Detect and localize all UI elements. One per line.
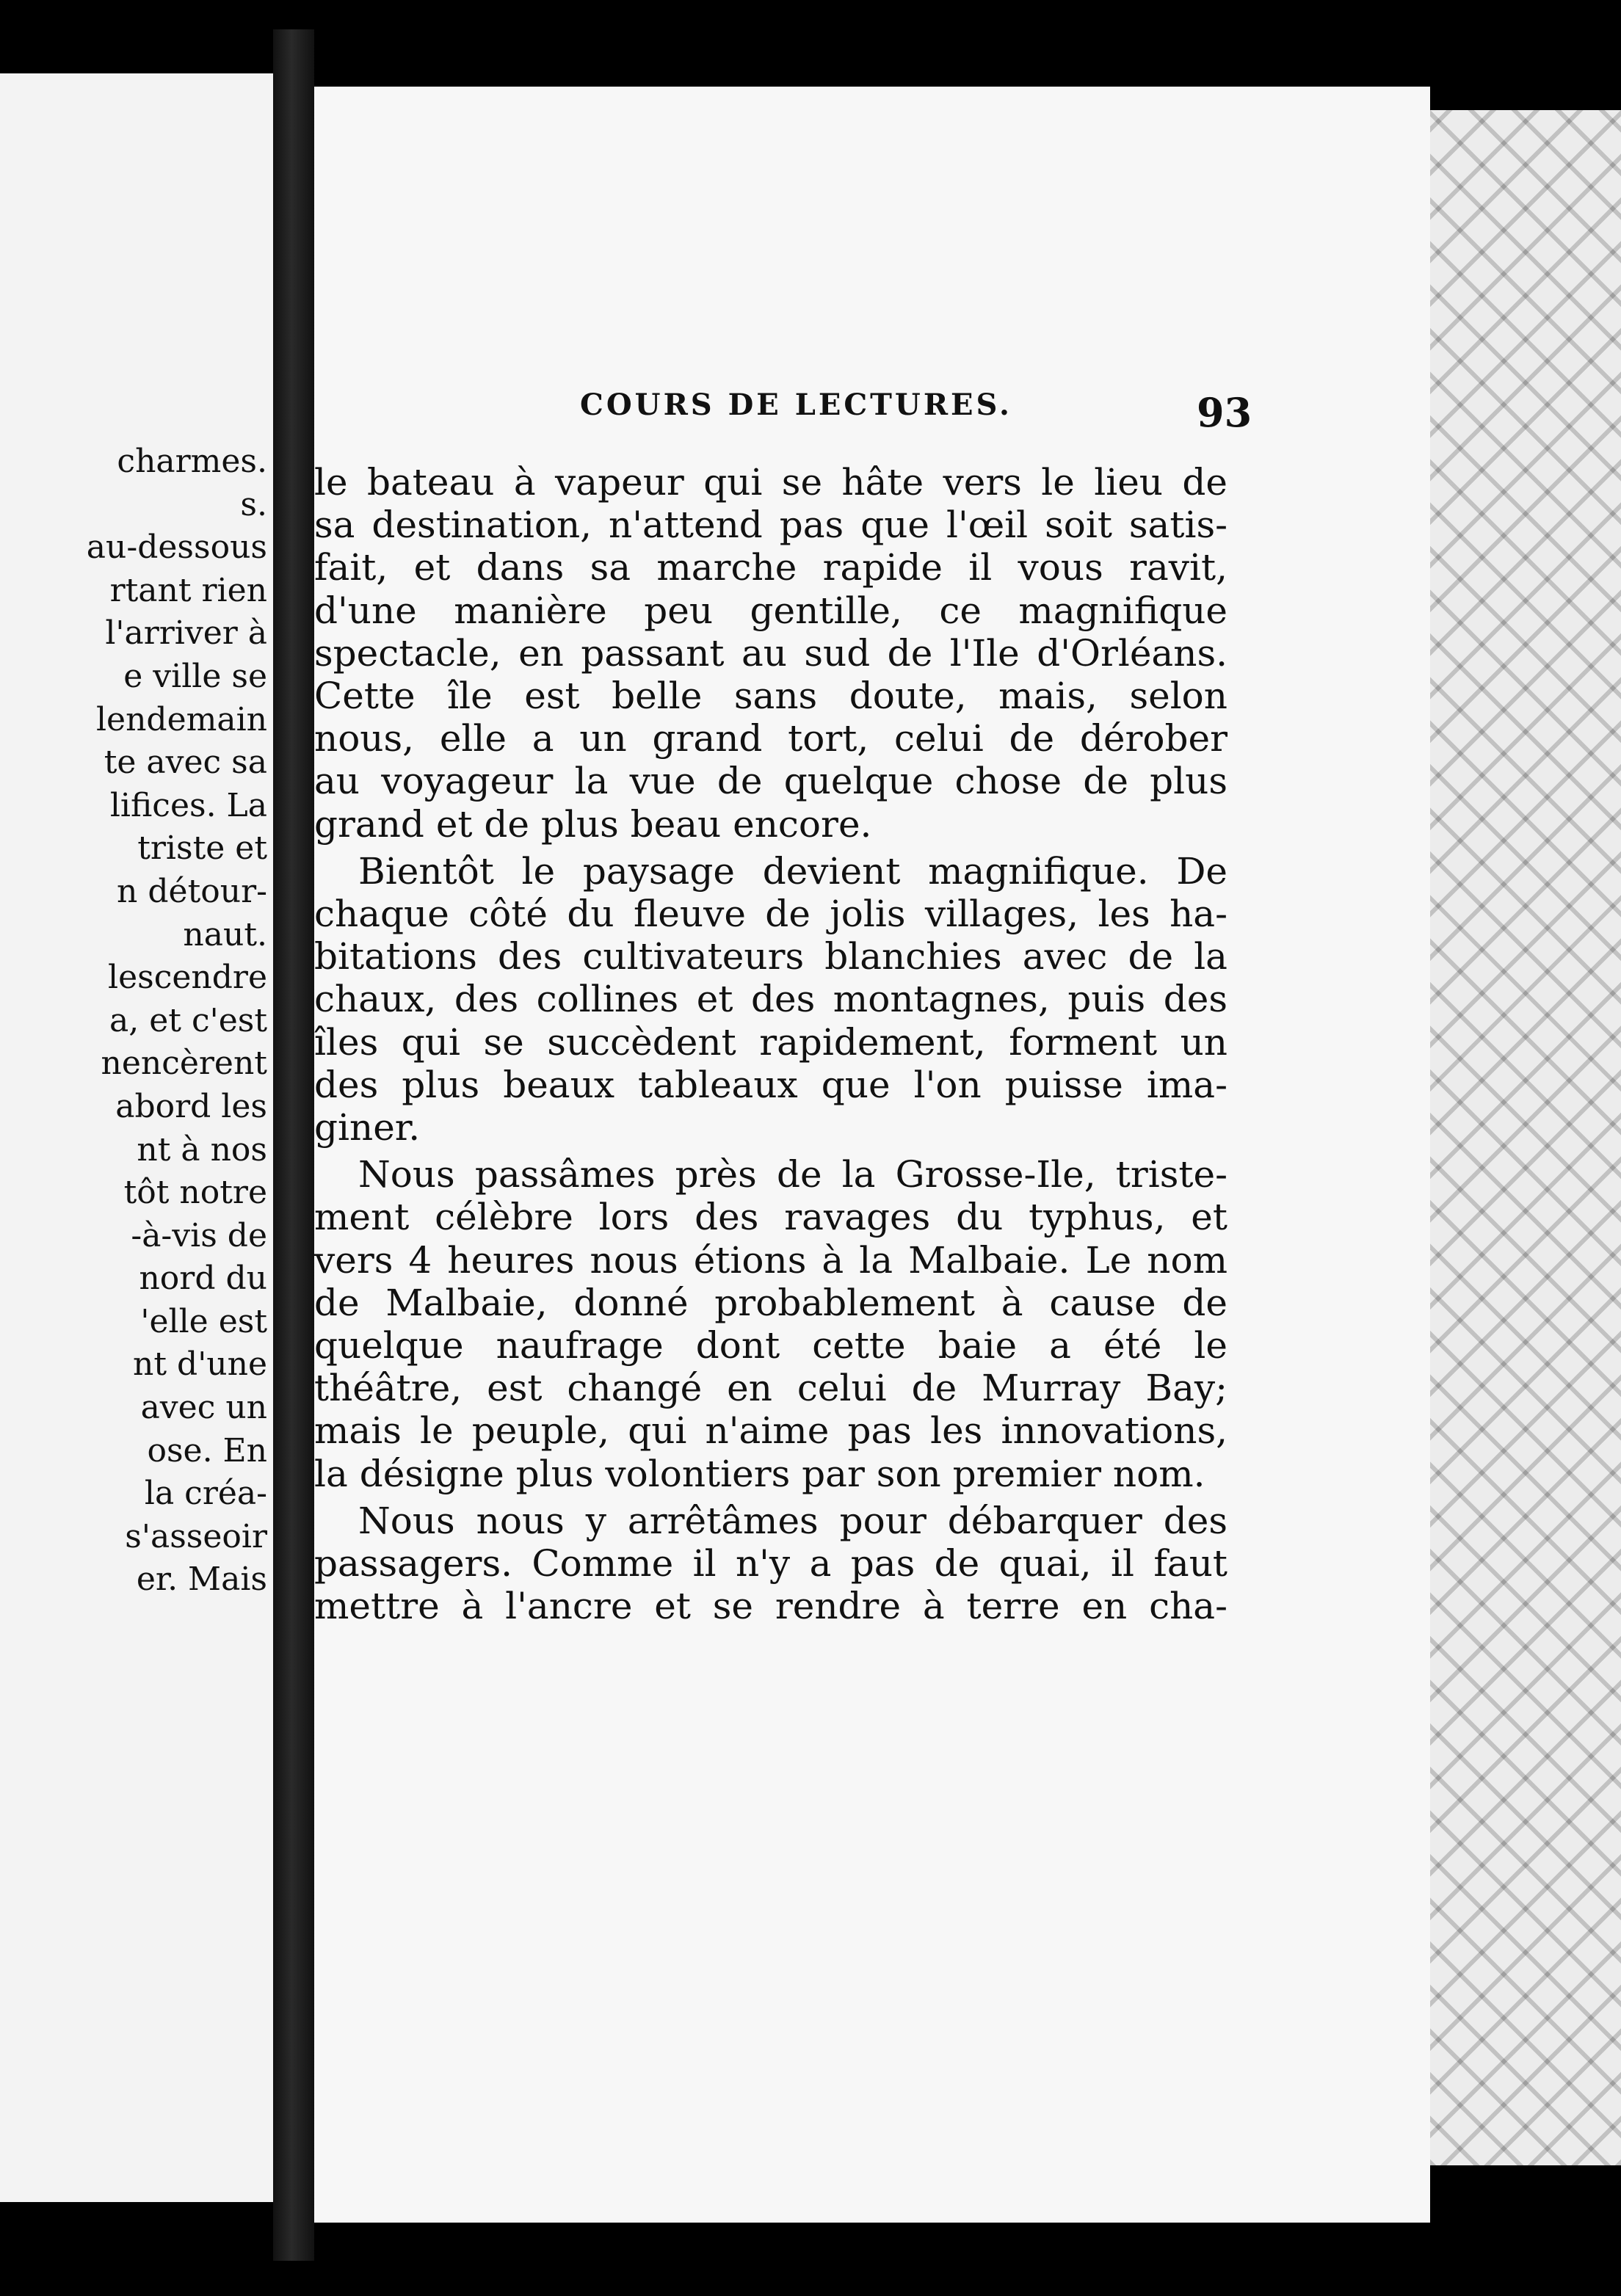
left-line: lendemain	[95, 700, 267, 738]
text-line: ment célèbre lors des ravages du typhus, et	[314, 1196, 1227, 1239]
left-line: triste et	[137, 829, 267, 868]
left-line: nt d'une	[133, 1345, 267, 1384]
left-line: 'elle est	[140, 1302, 267, 1340]
text-line: Nous nous y arrêtâmes pour débarquer des	[358, 1499, 1227, 1542]
text-line: fait, et dans sa marche rapide il vous ravit,	[314, 546, 1227, 589]
text-line: Cette île est belle sans doute, mais, selon	[314, 675, 1227, 718]
text-line: d'une manière peu gentille, ce magnifique	[314, 589, 1227, 632]
text-line: bitations des cultivateurs blanchies avec de la	[314, 935, 1227, 978]
left-line: charmes.	[117, 443, 267, 480]
left-line: l'arriver à	[105, 614, 267, 653]
page-number: 93	[1197, 389, 1252, 436]
left-line: au-dessous	[86, 528, 267, 567]
left-line: nord du	[139, 1260, 267, 1298]
text-line: quelque naufrage dont cette baie a été le	[314, 1324, 1227, 1367]
left-line: lescendre	[108, 959, 267, 997]
left-line: avec un	[140, 1389, 267, 1427]
body-text	[314, 461, 1227, 1627]
text-line: sa destination, n'attend pas que l'œil soit satis-	[314, 504, 1227, 547]
text-line: la désigne plus volontiers par son premier nom.	[314, 1452, 1205, 1495]
text-line: vers 4 heures nous étions à la Malbaie. Le nom	[314, 1238, 1227, 1282]
left-line: rtant rien	[109, 571, 267, 609]
left-line: -à-vis de	[131, 1216, 267, 1254]
text-line: Nous passâmes près de la Grosse-Ile, triste-	[358, 1153, 1227, 1196]
left-line: er. Mais	[136, 1561, 267, 1599]
left-page-fragment	[0, 73, 273, 2202]
left-line: e ville se	[123, 657, 267, 695]
book-gutter	[273, 29, 314, 2261]
text-line: chaux, des collines et des montagnes, puis des	[314, 978, 1227, 1021]
text-line: nous, elle a un grand tort, celui de dérober	[314, 717, 1227, 760]
left-line: naut.	[183, 915, 267, 953]
text-line: chaque côté du fleuve de jolis villages, les ha-	[314, 893, 1227, 936]
text-line: grand et de plus beau encore.	[314, 802, 872, 846]
text-line: des plus beaux tableaux que l'on puisse ima-	[314, 1063, 1227, 1106]
left-line: la créa-	[144, 1475, 267, 1513]
text-line: îles qui se succèdent rapidement, forment un	[314, 1020, 1227, 1064]
left-line: te avec sa	[104, 744, 267, 782]
text-line: giner.	[314, 1106, 421, 1149]
left-line: abord les	[115, 1087, 267, 1125]
left-line: a, et c'est	[109, 1001, 267, 1039]
text-line: au voyageur la vue de quelque chose de plus	[314, 760, 1227, 803]
text-line: mais le peuple, qui n'aime pas les innovations,	[314, 1409, 1227, 1453]
text-line: de Malbaie, donné probablement à cause de	[314, 1281, 1227, 1324]
left-page-text	[0, 440, 267, 1602]
left-line: tôt notre	[123, 1174, 267, 1212]
left-line: nencèrent	[101, 1045, 267, 1083]
left-line: ose. En	[147, 1431, 267, 1469]
page-edge-stack	[1430, 110, 1621, 2165]
text-line: le bateau à vapeur qui se hâte vers le lieu de	[314, 461, 1227, 504]
left-line: lifices. La	[109, 786, 267, 824]
text-line: spectacle, en passant au sud de l'Ile d'Orléans.	[314, 631, 1227, 675]
text-line: mettre à l'ancre et se rendre à terre en cha-	[314, 1585, 1227, 1628]
left-line: n détour-	[117, 872, 267, 910]
text-line: théâtre, est changé en celui de Murray Bay;	[314, 1367, 1227, 1410]
text-line: Bientôt le paysage devient magnifique. De	[358, 849, 1227, 893]
left-line: s'asseoir	[125, 1517, 267, 1555]
left-line: s.	[240, 485, 267, 523]
left-line: nt à nos	[137, 1130, 267, 1169]
running-head: COURS DE LECTURES.	[580, 388, 1012, 422]
text-line: passagers. Comme il n'y a pas de quai, il faut	[314, 1542, 1227, 1585]
